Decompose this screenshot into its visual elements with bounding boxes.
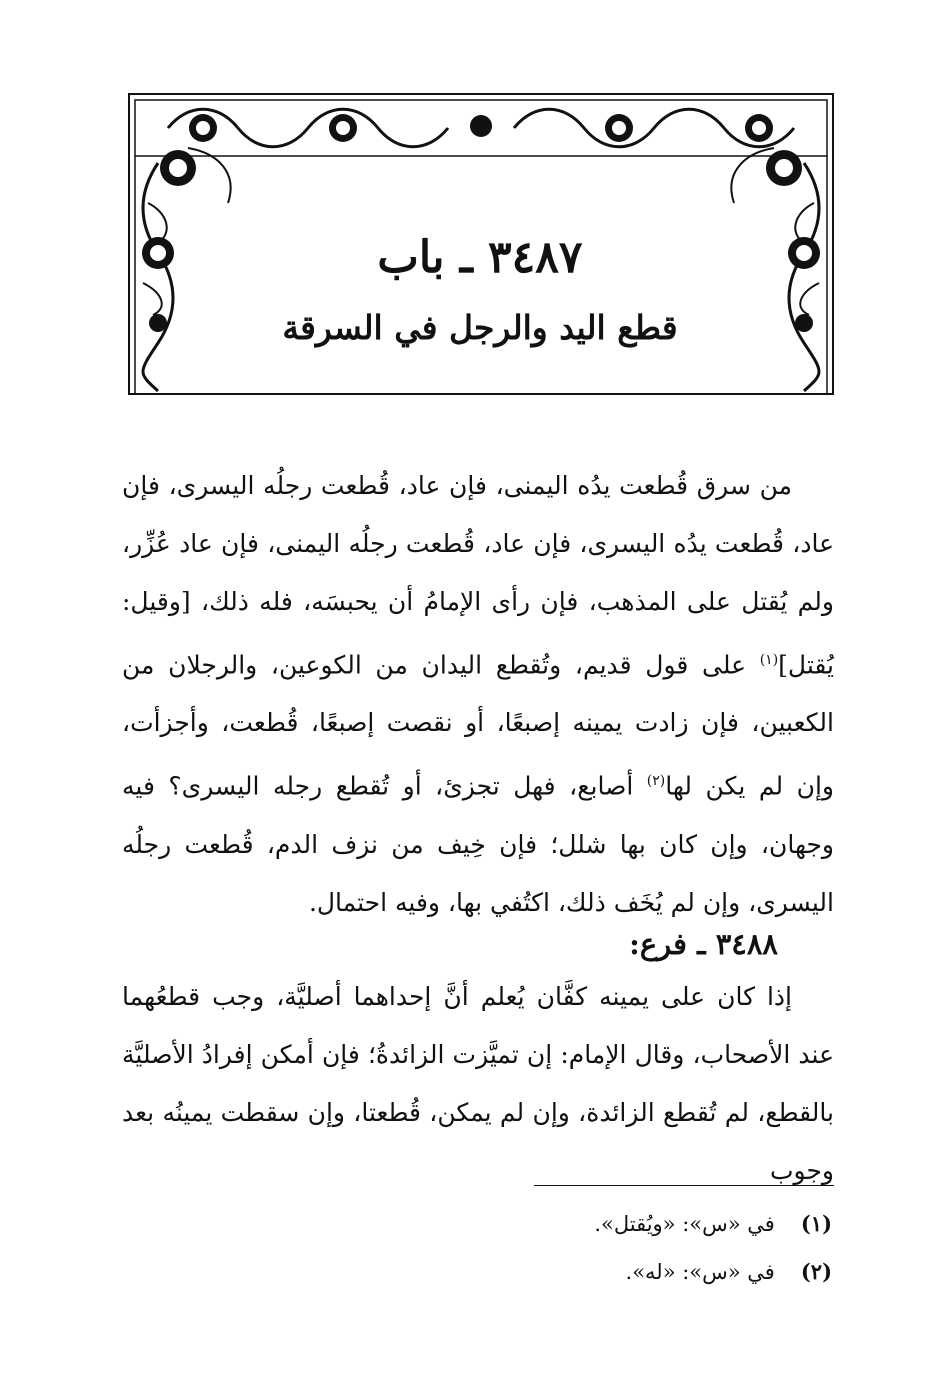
paragraph-2: [122, 968, 834, 1200]
footnote-divider: [534, 1185, 834, 1186]
footnote-1: [312, 1200, 832, 1248]
footnote-number: (١): [800, 1211, 832, 1236]
paragraph-1-part-3: أصابع، فهل تجزئ، أو تُقطع رجله اليسرى؟ فيه وجهان، وإن كان بها شلل؛ فإن خِيف من نزف الدم، قُطعت رجلُه اليسرى، وإن لم يُخَف ذلك، اكتُفي بها، وفيه احتمال.: [122, 771, 834, 917]
paragraph-1-part-1: من سرق قُطعت يدُه اليمنى، فإن عاد، قُطعت رجلُه اليسرى، فإن عاد، قُطعت يدُه اليسرى، فإن عاد، قُطعت رجلُه اليمنى، فإن عاد عُزِّر، ولم يُقتل على المذهب، فإن رأى الإمامُ أن يحبسَه، فله ذلك، [وقيل: يُقتل]: [122, 471, 834, 680]
footnote-ref-2[interactable]: (٢): [646, 773, 666, 790]
chapter-heading: ٣٤٨٧ ـ باب: [377, 232, 583, 283]
footnote-text: في «س»: «ويُقتل».: [594, 1212, 775, 1236]
section-heading: ٣٤٨٨ ـ فرع:: [629, 927, 778, 961]
footnote-number: (٢): [800, 1259, 832, 1284]
chapter-title: قطع اليد والرجل في السرقة: [282, 308, 678, 347]
paragraph-1: [122, 457, 834, 932]
footnotes: [312, 1200, 832, 1296]
paragraph-1-part-2: على قول قديم، وتُقطع اليدان من الكوعين، والرجلان من الكعبين، فإن زادت يمينه إصبعًا، أو نقصت إصبعًا، قُطعت، وأجزأت، وإن لم يكن لها: [122, 650, 834, 801]
paragraph-1-text: [122, 457, 834, 932]
paragraph-2-text: إذا كان على يمينه كفَّان يُعلم أنَّ إحداهما أصليَّة، وجب قطعُهما عند الأصحاب، وقال الإمام: إن تميَّزت الزائدةُ؛ فإن أمكن إفرادُ الأصليَّة بالقطع، لم تُقطع الزائدة، وإن لم يمكن، قُطعتا، وإن سقطت يمينُه بعد وجوب: [122, 982, 834, 1185]
footnote-text: في «س»: «له».: [625, 1260, 775, 1284]
footnote-ref-1[interactable]: (١): [759, 652, 779, 668]
footnote-2: [312, 1248, 832, 1296]
